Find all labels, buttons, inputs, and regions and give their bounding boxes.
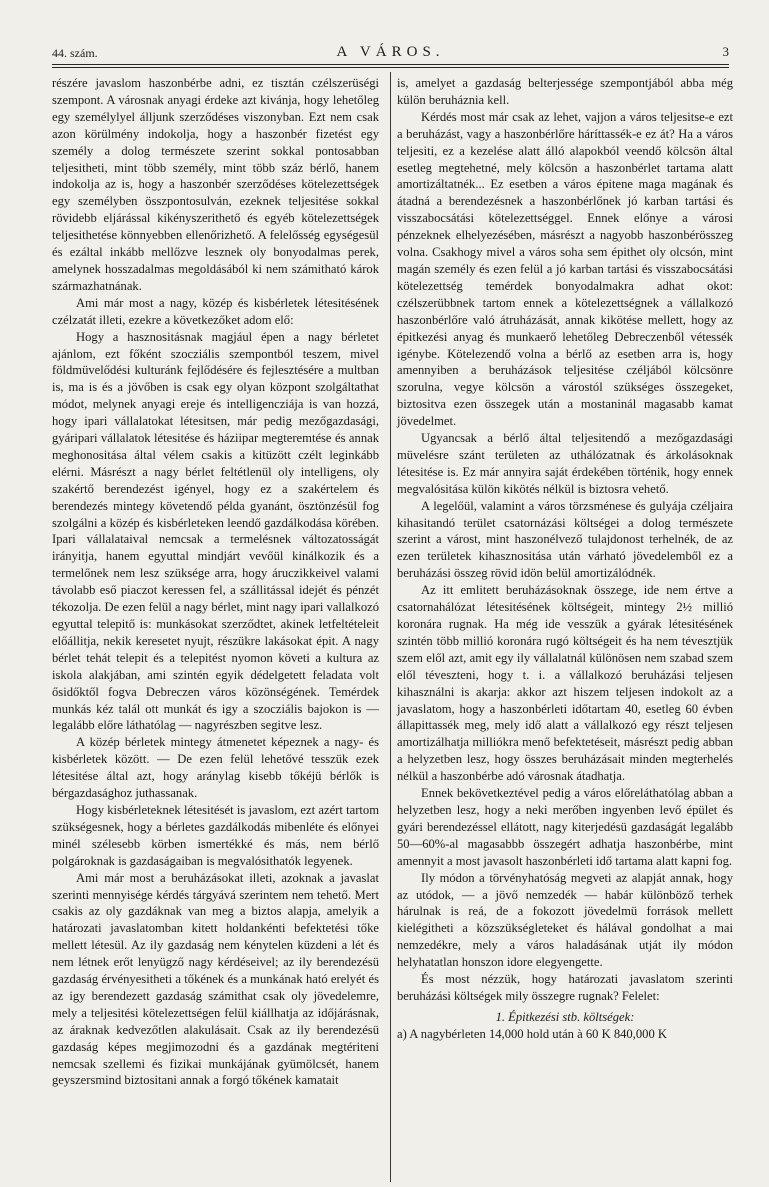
paragraph: Ugyancsak a bérlő által teljesitendő a mezőgazdasági müvelésre szánt területen az uthálózatnak és árkolásoknak létesitése is. Ez már annyira saját érdekében történik, hogy ennek megvalósitása külön kikötés nélkül is biztosra vehető.: [397, 431, 733, 496]
column-divider: [390, 72, 391, 1182]
paragraph: Az itt emlitett beruházásoknak összege, ide nem értve a csatornahálózat létesitésének költségeit, mintegy 2½ millió koronára rugnak. Ha még ide vesszük a gyárak létesitésének szintén több millió koronára rugó költségeit és ha nem tévesztjük szem elől azt, amit egy ily vállalatnál különösen nem szabad szem elől téveszteni, hogy t. i. a vállalkozó beruházási teljesen kihasználni is akarja: akkor azt hiszem teljesen indokolt az a javaslatom, hogy a haszonbérleti időtartam 40, esetleg 60 évben állapittassék meg, mely idő alatt a vállalkozó egy részt teljesen amortizálhatja milliókra menő befektetéseit, másrészt pedig abban a helyzetben lesz, hogy összes beruházásait minden megterhelés nélkül a haszonbérbe adó városnak átadhatja.: [397, 583, 733, 784]
paragraph: Hogy a hasznositásnak magjául épen a nagy bérletet ajánlom, ezt főként szocziális szempontból teszem, mivel földmüvelődési kulturánk fejlődésére és fejlesztésére a multban is, ma is és a jövőben is csak egy olyan központ szolgáltathat módot, melynek anyagi ereje és intelligencziája is van hozzá, hogy ipari vállalatokat létesitsen, már pedig mezőgazdasági, gyáripari vállalatok létesitése és háziipar megteremtése és annak meghonositása által vélem csakis a kitüzött czélt leginkább elérni. Másrészt a nagy bérlet feltétlenül oly intelligens, oly szakértő berendezést igényel, hogy ez a szakértelem és berendezés mintegy követendő példa gyanánt, ösztönzésül fog szolgálni a közép és kisbérleteken leendő gazdálkodása körében. Ipari vállalataival nemcsak a termelésnek változatosságát irányitja, hanem egyuttal mindjárt vevőül kinálkozik és a termelőnek nem lesz szüksége arra, hogy áruczikkeivel valami távolabb eső piaczot keressen fel, a szállitással idejét és pénzét tékozolja. De ezen felül a nagy bérlet, mint nagy ipari vallalkozó egyuttal telepitő is: munkásokat szerződtet, akinek letfeltételeit előállitja, nekik keresetet nyujt, részükre lakásokat épit. A nagy bérlet tehát telepit és a telepitést nyomon követi a kultura az iskola alakjában, ami szintén egyik dédelgetett feladata volt ősidőktől fogva Debreczen város közönségének. Temérdek munkás kéz talál ott munkát és igy a szocziális bajokon is — legalább előre láthatólag — nagyrészben segitve lesz.: [52, 329, 379, 733]
paragraph: részére javaslom haszonbérbe adni, ez tisztán czélszerüségi szempont. A városnak anyagi érdeke azt kivánja, hogy lehetőleg egy személylyel álljunk szerződéses viszonyban. Ezt nem csak azon körülmény indokolja, hogy a haszonbér fizetést egy személy a dolog természete szerint sokkal pontosabban teljesitheti, mint több személy, mint több száz bérlő, hanem indokolja az is, hogy a haszonbér szerződéses kötelezettségek egy személyben összpontosulván, ezeknek teljesitése sokkal rövidebb eljárással kikényszerithető és egyéb kötelezettségek teljesithetése könnyebben ellenőrizhető. A felelősség egységesül és ezáltal inkább mellőzve lesznek oly bonyodalmas perek, amelynek hosszadalmas megoldásából ki nem számitható károk származhatnának.: [52, 76, 379, 293]
paragraph: A legelőül, valamint a város törzsménese és gulyája czéljaira kihasitandó terület csatornázási költségei a dolog természete szerint a várost, mint haszonélvező tulajdonost terhelnék, de az ezen területek kihasznositása után várható jövedelemből ez a beruházási összeg rövid idön belül amortizálódnék.: [397, 498, 733, 581]
section-heading: 1. Épitkezési stb. költségek:: [495, 1009, 635, 1024]
paragraph: Ami már most a nagy, közép és kisbérletek létesitésének czélzatát illeti, ezekre a következőket adom elő:: [52, 295, 379, 327]
header-rule-top: [52, 64, 729, 65]
right-column: [397, 75, 733, 1043]
publication-title: A VÁROS.: [336, 44, 445, 60]
issue-number: 44. szám.: [52, 46, 98, 60]
paragraph: is, amelyet a gazdaság belterjessége szempontjából abba még külön beruháznia kell.: [397, 76, 733, 107]
paragraph: Hogy kisbérleteknek létesitését is javaslom, ezt azért tartom szükségesnek, hogy a bérletes gazdálkodás mibenléte és előnyei minél szélesebb körben ismertékké és más, nem bérlő polgároknak is gazdaságaiban is megvalósithatók legyenek.: [52, 802, 379, 868]
header-rule-bottom: [52, 67, 729, 68]
left-column: [52, 75, 379, 1089]
paragraph: Ami már most a beruházásokat illeti, azoknak a javaslat szerinti mennyisége kérdés tárgyává szerintem nem tehető. Mert csakis az oly gazdáknak van meg a biztos alapja, amelyik a határozati javaslatomban kitett holdankénti befektetési tőke mellett létesül. Az ily gazdaság nem kénytelen küzdeni a lét és nem létnek erőt lenyügző nagy kérdéseivel; az ily berendezésü gazdaság érvényesitheti a tőkének és a munkának ható erelyét és az igy berendezett gazdaság számithat csak oly jövedelemre, mely a teljesitési kötelezettségen felül kiállhatja az időjárásnak, az áraknak kedvezőtlen alakulásait. Csak az ily berendezésü gazdaság képes megjimozodni és a gazdának megtériteni nemcsak szellemi és fizikai munkájának gyümölcsét, hanem geyszersmind biztositani annak a forgó tőkének kamatait: [52, 870, 379, 1088]
paragraph: Ennek bekövetkeztével pedig a város előreláthatólag abban a helyzetben lesz, hogy a neki merőben ingyenben levő épület és gyári berendezéssel ellátott, nagy kiterjedésü gazdaságát legalább 50—60%-al magasabbb összegért adhatja haszonbérbe, mint amennyit a most javasolt haszonbérleti idő tartama alatt kapni fog.: [397, 786, 733, 868]
cost-item: a) A nagybérleten 14,000 hold után à 60 K 840,000 K: [397, 1026, 668, 1041]
paragraph: És most nézzük, hogy határozati javaslatom szerinti beruházási költségek mily összegre rugnak? Felelet:: [397, 972, 733, 1003]
paragraph: A közép bérletek mintegy átmenetet képeznek a nagy- és kisbérletek között. — De ezen felül lehetővé tesszük ezek létesitése által azt, hogy aránylag kisebb tőkéjü bérlők is bérgazdasághoz juthassanak.: [52, 735, 379, 801]
paragraph: Ily módon a törvényhatóság megveti az alapját annak, hogy az utódok, — a jövő nemzedék — habár különböző terhek hárulnak is reá, de a fokozott jövedelmü források mellett kielégitheti a közszükségleteket és hálával gondolhat a mai nemzedékre, mely a város haladásának utját ily módon helyhatatlan honszon idore elegyengette.: [397, 870, 733, 970]
page-header: [52, 44, 729, 64]
page-number: 3: [722, 44, 729, 59]
paragraph: Kérdés most már csak az lehet, vajjon a város teljesitse-e ezt a beruházást, vagy a haszonbérlőre háríttassék-e ez át? Ha a város teljesiti, ez a kezelése alatt álló alapokból veendő kölcsön által esetleg megtehetné, mely kölcsön a haszonbérlet tartama alatt amortizáltatnék... Ez esetben a város épitene maga magának és átadná a berendezésnek a haszonbérlőnek jó karban tartási és visszabocsátási kötelezettséggel. Ennek előnye a városi pénzeknek elhelyezésében, másrészt a nagyobb haszonbérösszeg volna. Csakhogy mivel a város soha sem épithet oly olcsón, mint magán személy és ezen felül a jó karban tartási és visszabocsátási kötelezettség temérdek bonyodalmakra adhat okot: czélszerübbnek tartom ennek a kötelezettségnek a vállalkozó haszonbérlőre való átruházását, annak kikötése mellett, hogy az épitkezési anyag és munkaerő lehetőleg Debreczenből vétessék igénybe. Kötelezendő volna a bérlő az esetben arra is, hogy amennyiben a beruházások teljesitése czéljából kölcsönre szorulna, vegye kölcsön a várostól szükséges összegeket, biztositva ezen összegek után a mostaninál magasabb kamat jövedelmet.: [397, 109, 733, 429]
